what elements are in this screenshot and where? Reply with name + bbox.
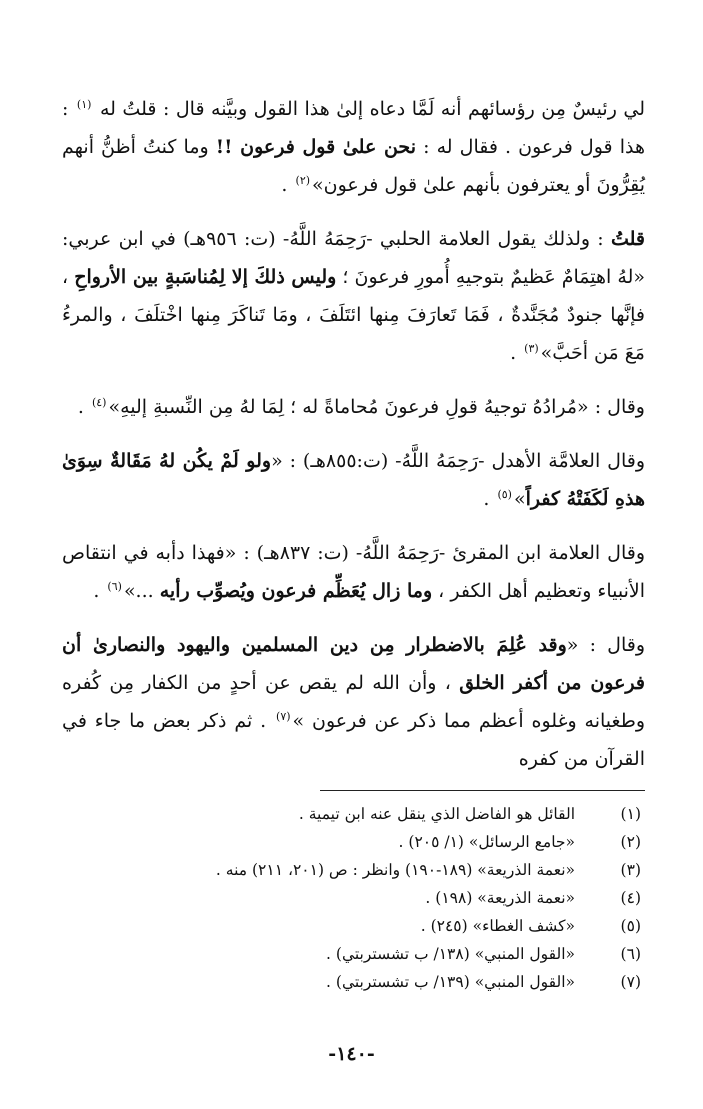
footnote-separator (320, 790, 645, 791)
footnote-number: (١) (620, 805, 641, 823)
footnote-number: (٤) (620, 889, 641, 907)
footnote-item (60, 800, 641, 828)
text-run: » (513, 488, 526, 510)
text-run: وقال : «مُرادُهُ توجيهُ قولِ فرعونَ مُحاماةً له ؛ لِمَا لهُ مِن النِّسبةِ إليهِ» (108, 396, 645, 418)
footnote-reference: (٧) (276, 709, 291, 723)
text-run: . (77, 396, 90, 418)
text-run: وقال العلامَّة الأهدل -رَحِمَهُ اللَّهُ- (ت:٨٥٥هـ) : « (271, 450, 646, 472)
text-run: وما كنتُ أظنُّ أنهم يُقِرُّونَ أو يعترفون بأنهم علىٰ قول فرعون» (62, 136, 645, 196)
footnote-item (60, 828, 641, 856)
text-run: . (510, 342, 523, 364)
footnote-reference: (٤) (91, 395, 107, 409)
footnote-item (60, 968, 641, 996)
bold-text: قلتُ (610, 228, 645, 250)
main-text (62, 90, 645, 794)
footnote-reference: (٥) (497, 487, 512, 501)
footnotes (60, 800, 641, 996)
footnote-text: القائل هو الفاضل الذي ينقل عنه ابن تيمية . (298, 805, 575, 823)
footnote-text: «القول المنبي» (١٣٨/ ب تشستربتي) . (326, 945, 575, 963)
paragraph (62, 442, 645, 518)
footnote-text: «القول المنبي» (١٣٩/ ب تشستربتي) . (326, 973, 575, 991)
footnote-item (60, 912, 641, 940)
footnote-number: (٣) (620, 861, 641, 879)
footnote-number: (٥) (620, 917, 641, 935)
text-run: : هذا قول فرعون . فقال له : (62, 98, 645, 158)
paragraph (62, 388, 645, 426)
bold-text: وقد عُلِمَ بالاضطرار مِن دين المسلمين واليهود والنصارىٰ أن فرعون من أكفر الخلق (62, 634, 645, 694)
footnote-text: «نعمة الذريعة» (١٨٩-١٩٠) وانظر : ص (٢٠١، ٢١١) منه . (215, 861, 575, 879)
footnote-reference: (٦) (107, 579, 122, 593)
footnote-item (60, 940, 641, 968)
text-run: . (483, 488, 496, 510)
footnote-reference: (٢) (295, 173, 311, 187)
footnote-reference: (٣) (524, 341, 539, 355)
paragraph (62, 220, 645, 372)
bold-text: نحن علىٰ قول فرعون !! (215, 136, 416, 158)
text-run: . ثم ذكر بعض ما جاء في القرآن من كفره (62, 710, 645, 770)
text-run: وقال العلامة ابن المقرئ -رَحِمَهُ اللَّهُ- (ت: ٨٣٧هـ) : «فهذا دأبه في انتقاص الأنبياء وتعظيم أهل الكفر ، (62, 542, 645, 602)
text-run: : ولذلك يقول العلامة الحلبي -رَحِمَهُ اللَّهُ- (ت: ٩٥٦هـ) في ابن عربي: «لهُ اهتِمَامٌ عَظيمٌ بتوجيهِ أُمورِ فرعونَ ؛ (62, 228, 645, 288)
text-run: ، وأن الله لم يقص عن أحدٍ من الكفار مِن كُفره وطغيانه وغلوه أعظم مما ذكر عن فرعون » (62, 672, 646, 732)
page-number: -١٤٠- (328, 1043, 375, 1065)
text-run: ...» (123, 580, 160, 602)
footnote-item (60, 856, 641, 884)
footnote-text: «جامع الرسائل» (١/ ٢٠٥) . (398, 833, 575, 851)
text-run: . (93, 580, 106, 602)
paragraph (62, 534, 645, 610)
footnote-number: (٧) (620, 973, 641, 991)
paragraph (62, 626, 645, 778)
footnote-text: «نعمة الذريعة» (١٩٨) . (425, 889, 575, 907)
text-run: . (281, 174, 294, 196)
text-run: وقال : « (566, 634, 645, 656)
paragraph (62, 90, 645, 204)
bold-text: وليس ذلكَ إلا لِمُناسَبةٍ بين الأرواحِ (74, 266, 337, 288)
footnote-number: (٦) (620, 945, 641, 963)
footnote-item (60, 884, 641, 912)
footnote-text: «كشف الغطاء» (٢٤٥) . (420, 917, 575, 935)
bold-text: وما زال يُعَظِّم فرعون ويُصوِّب رأيه (159, 580, 433, 602)
bold-text: ولو لَمْ يكُن لهُ مَقَالةٌ سِوَىٰ هذهِ لَكَفَتْهُ كفراً (62, 450, 645, 510)
text-run: لي رئيسٌ مِن رؤسائهم أنه لَمَّا دعاه إلىٰ هذا القول وبيَّنه قال : قلتُ له (93, 98, 646, 120)
text-run: ، فإنَّها جنودٌ مُجَنَّدةٌ ، فَمَا تَعارَفَ مِنها ائتَلَفَ ، ومَا تَناكَرَ مِنها اخْتلَفَ ، والمرءُ مَعَ مَن أحَبَّ» (62, 266, 645, 364)
footnote-reference: (١) (76, 97, 92, 111)
footnote-number: (٢) (620, 833, 641, 851)
